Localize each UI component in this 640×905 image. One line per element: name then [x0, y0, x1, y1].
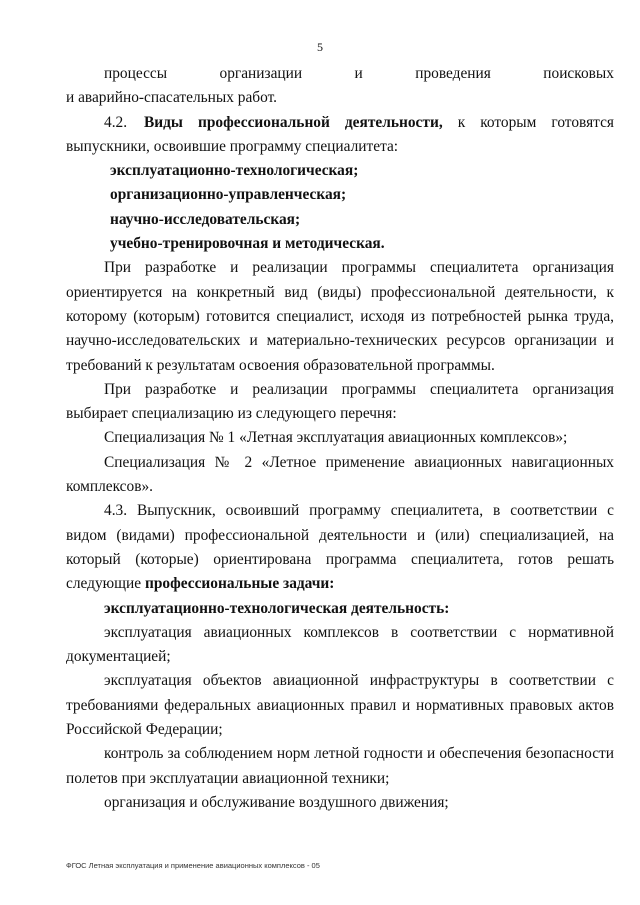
- task-item: эксплуатация объектов авиационной инфраструктуры в соответствии с требованиями федеральных авиационных правил и нормативных правовых актов Российской Федерации;: [66, 672, 614, 739]
- paragraph-line: [66, 62, 614, 86]
- paragraph-line: выпускники, освоившие программу специалитета:: [66, 137, 399, 155]
- activity-type: эксплуатационно-технологическая;: [110, 162, 359, 180]
- paragraph: При разработке и реализации программы специалитета организация ориентируется на конкретный вид (виды) профессиональной деятельности, к которому (которым) готовится специалист, исходя из потребностей рынка труда, научно-исследовательских и материально-технических ресурсов организации и требований к результатам освоения образовательной программы.: [66, 259, 614, 374]
- word: и: [354, 65, 363, 82]
- specialization-item: Специализация № 1 «Летная эксплуатация авиационных комплексов»;: [104, 429, 568, 447]
- word: поисковых: [543, 65, 614, 82]
- section-4-2-heading: [66, 111, 614, 135]
- word: проведения: [415, 65, 491, 82]
- page-number: 5: [317, 40, 323, 54]
- word: процессы: [104, 65, 168, 82]
- bold-phrase: профессиональные задачи:: [144, 575, 335, 593]
- section-number: 4.2.: [104, 113, 128, 131]
- activity-type: организационно-управленческая;: [110, 186, 347, 204]
- document-body: [66, 62, 614, 815]
- phrase: к которым готовятся: [442, 113, 614, 131]
- paragraph-line: и аварийно-спасательных работ.: [66, 89, 278, 107]
- section-4-3: [66, 499, 614, 596]
- section-4-2-line: [144, 111, 614, 135]
- specialization-item: Специализация № 2 «Летное применение авиационных навигационных комплексов».: [66, 453, 614, 496]
- task-item: контроль за соблюдением норм летной годности и обеспечения безопасности полетов при эксплуатации авиационной техники;: [66, 745, 614, 787]
- task-item: эксплуатация авиационных комплексов в соответствии с нормативной документацией;: [66, 623, 614, 666]
- task-item: организация и обслуживание воздушного движения;: [104, 793, 449, 811]
- subheading: эксплуатационно-технологическая деятельность:: [104, 599, 450, 617]
- footer-text: ФГОС Летная эксплуатация и применение авиационных комплексов - 05: [66, 861, 320, 870]
- activity-type: учебно-тренировочная и методическая.: [110, 235, 385, 253]
- bold-phrase: Виды профессиональной деятельности,: [144, 113, 443, 131]
- section-4-3-text: 4.3. Выпускник, освоивший программу специалитета, в соответствии с видом (видами) профессиональной деятельности и (или) специализацией, на который (которые) ориентирована программа специалитета, готов решать следующие: [66, 502, 614, 593]
- paragraph: При разработке и реализации программы специалитета организация выбирает специализацию из следующего перечня:: [66, 380, 614, 423]
- activity-type: научно-исследовательская;: [110, 210, 301, 228]
- word: организации: [219, 65, 303, 82]
